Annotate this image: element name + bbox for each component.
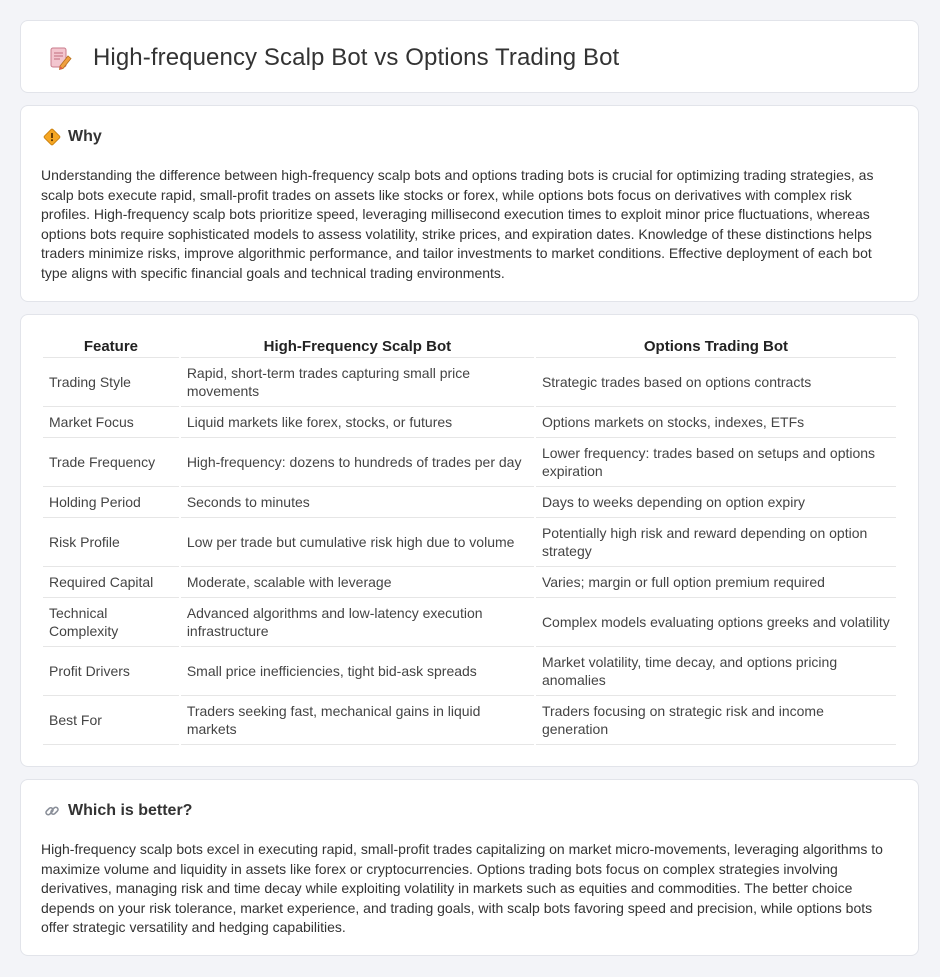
warning-diamond-icon bbox=[43, 128, 61, 146]
feature-cell: Profit Drivers bbox=[43, 647, 179, 696]
options-bot-cell: Varies; margin or full option premium required bbox=[536, 567, 896, 598]
options-bot-cell: Traders focusing on strategic risk and income generation bbox=[536, 696, 896, 745]
feature-cell: Market Focus bbox=[43, 407, 179, 438]
feature-cell: Risk Profile bbox=[43, 518, 179, 567]
scalp-bot-cell: Rapid, short-term trades capturing small price movements bbox=[181, 358, 534, 407]
feature-cell: Required Capital bbox=[43, 567, 179, 598]
options-bot-cell: Potentially high risk and reward depending on option strategy bbox=[536, 518, 896, 567]
options-bot-cell: Options markets on stocks, indexes, ETFs bbox=[536, 407, 896, 438]
feature-cell: Holding Period bbox=[43, 487, 179, 518]
title-card bbox=[20, 20, 919, 93]
comparison-card bbox=[20, 314, 919, 767]
scalp-bot-cell: Traders seeking fast, mechanical gains in liquid markets bbox=[181, 696, 534, 745]
table-row bbox=[43, 567, 896, 598]
feature-cell: Trade Frequency bbox=[43, 438, 179, 487]
header-feature: Feature bbox=[43, 335, 179, 358]
page-title: High-frequency Scalp Bot vs Options Trading Bot bbox=[93, 44, 620, 71]
table-row bbox=[43, 598, 896, 647]
options-bot-cell: Days to weeks depending on option expiry bbox=[536, 487, 896, 518]
better-title: Which is better? bbox=[68, 802, 193, 819]
scalp-bot-cell: Advanced algorithms and low-latency execution infrastructure bbox=[181, 598, 534, 647]
scalp-bot-cell: Small price inefficiencies, tight bid-ask spreads bbox=[181, 647, 534, 696]
why-card bbox=[20, 105, 919, 302]
feature-cell: Technical Complexity bbox=[43, 598, 179, 647]
scalp-bot-cell: Low per trade but cumulative risk high due to volume bbox=[181, 518, 534, 567]
table-row bbox=[43, 518, 896, 567]
better-heading bbox=[43, 802, 192, 820]
why-title: Why bbox=[68, 128, 102, 145]
why-heading bbox=[43, 128, 102, 146]
link-icon bbox=[43, 802, 61, 820]
scalp-bot-cell: High-frequency: dozens to hundreds of trades per day bbox=[181, 438, 534, 487]
header-scalp-bot: High-Frequency Scalp Bot bbox=[181, 335, 534, 358]
table-row bbox=[43, 647, 896, 696]
options-bot-cell: Complex models evaluating options greeks and volatility bbox=[536, 598, 896, 647]
table-row bbox=[43, 487, 896, 518]
feature-cell: Best For bbox=[43, 696, 179, 745]
better-text: High-frequency scalp bots excel in executing rapid, small-profit trades capitalizing on market micro-movements, leveraging algorithms to maximize volume and liquidity in assets like forex or cryptocurrencies. Options trading bots focus on complex strategies involving derivatives, managing risk and time decay while exploiting volatility in markets such as equities and commodities. The better choice depends on your risk tolerance, market experience, and trading goals, with scalp bots favoring speed and precision, while options bots offer strategic versatility and hedging capabilities. bbox=[41, 841, 883, 936]
comparison-table bbox=[41, 335, 898, 745]
table-row bbox=[43, 438, 896, 487]
options-bot-cell: Market volatility, time decay, and options pricing anomalies bbox=[536, 647, 896, 696]
scalp-bot-cell: Liquid markets like forex, stocks, or futures bbox=[181, 407, 534, 438]
better-card bbox=[20, 779, 919, 956]
table-row bbox=[43, 696, 896, 745]
scalp-bot-cell: Moderate, scalable with leverage bbox=[181, 567, 534, 598]
title-row bbox=[47, 44, 619, 72]
feature-cell: Trading Style bbox=[43, 358, 179, 407]
table-row bbox=[43, 358, 896, 407]
table-header-row bbox=[43, 335, 896, 358]
document-pencil-icon bbox=[47, 45, 73, 71]
options-bot-cell: Lower frequency: trades based on setups and options expiration bbox=[536, 438, 896, 487]
header-options-bot: Options Trading Bot bbox=[536, 335, 896, 358]
table-row bbox=[43, 407, 896, 438]
scalp-bot-cell: Seconds to minutes bbox=[181, 487, 534, 518]
why-text: Understanding the difference between high-frequency scalp bots and options trading bots is crucial for optimizing trading strategies, as scalp bots execute rapid, small-profit trades on assets like stocks or forex, while options bots focus on derivatives with complex risk profiles. High-frequency scalp bots prioritize speed, leveraging millisecond execution times to exploit minor price fluctuations, whereas options bots require sophisticated models to assess volatility, strike prices, and expiration dates. Knowledge of these distinctions helps traders minimize risks, improve algorithmic performance, and tailor investments to market conditions. Effective deployment of each bot type aligns with specific financial goals and technical trading environments. bbox=[41, 167, 874, 281]
options-bot-cell: Strategic trades based on options contracts bbox=[536, 358, 896, 407]
